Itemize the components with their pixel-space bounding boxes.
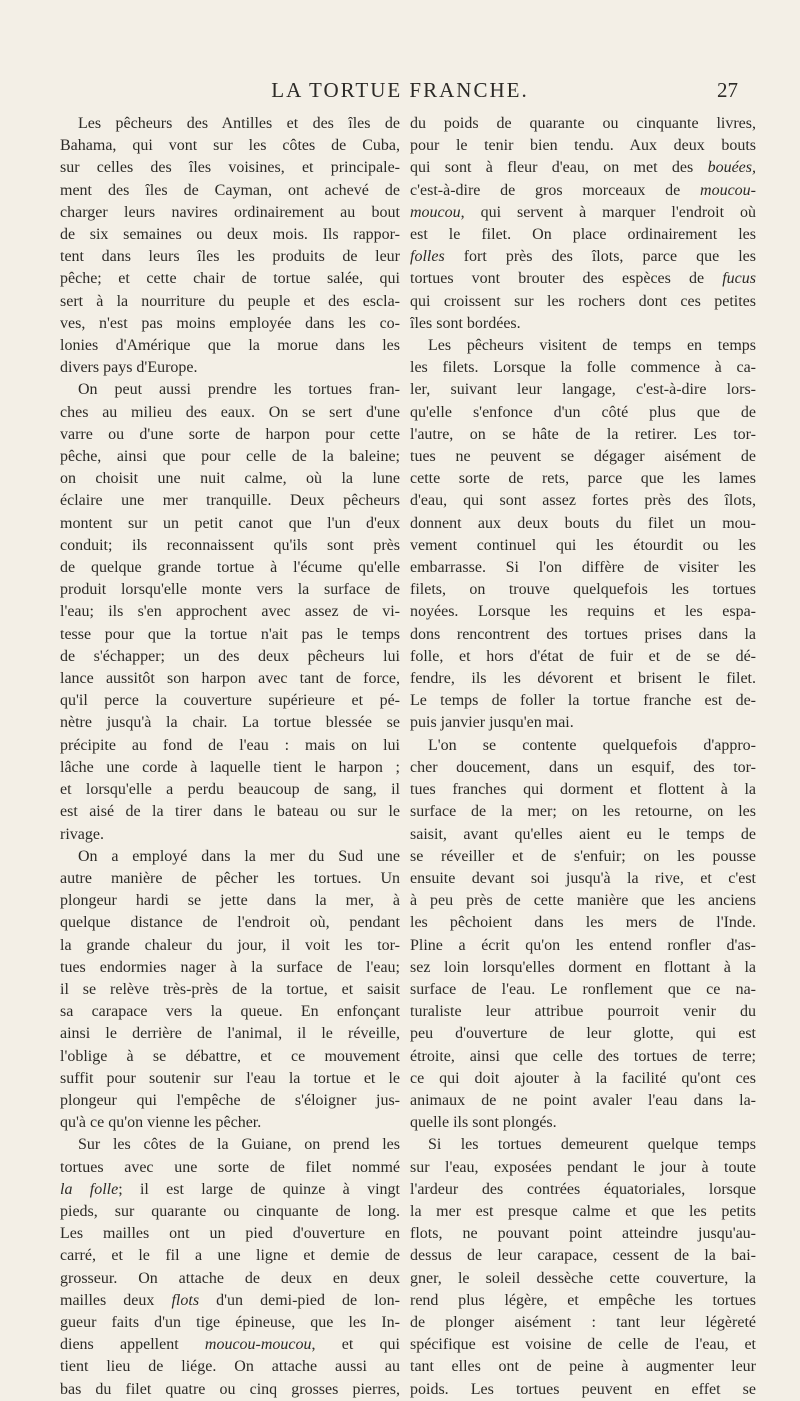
text-line: donnent aux deux bouts du filet un mou- <box>410 514 756 532</box>
text-line: la grande chaleur du jour, il voit les tor- <box>60 936 400 954</box>
text-line: il se relève très-près de la tortue, et saisit <box>60 980 400 998</box>
text-line: gueur faits d'un tige épineuse, que les In- <box>60 1313 400 1331</box>
text-line: tent dans leurs îles les produits de leur <box>60 248 400 266</box>
text-line: de quelque grande tortue à l'écume qu'elle <box>60 559 400 577</box>
text-line: embarrasse. Si l'on diffère de visiter les <box>410 559 756 577</box>
text-line: cette sorte de rets, parce que les lames <box>410 470 756 488</box>
text-line: les filets. Lorsque la folle commence à ca- <box>410 359 756 377</box>
text-line: moucou, qui servent à marquer l'endroit où <box>410 203 756 221</box>
text-line: qui croissent sur les rochers dont ces petites <box>410 292 756 310</box>
text-line: qu'il perce la couverture supérieure et pé- <box>60 692 400 710</box>
text-line: c'est-à-dire de gros morceaux de moucou- <box>410 181 756 199</box>
text-line: spécifique est voisine de celle de l'eau, et <box>410 1336 756 1354</box>
text-line: rend plus légère, et empêche les tortues <box>410 1291 756 1309</box>
text-line: tortues avec une sorte de filet nommé <box>60 1158 400 1176</box>
text-line: ensuite devant soi jusqu'à la rive, et c'est <box>410 869 756 887</box>
text-line: Bahama, qui vont sur les côtes de Cuba, <box>60 137 400 155</box>
text-line: tues endormies nager à la surface de l'eau; <box>60 958 400 976</box>
text-line: sert à la nourriture du peuple et des escla- <box>60 292 400 310</box>
text-line: d'eau, qui sont assez fortes près des îlots, <box>410 492 756 510</box>
text-line: pieds, sur quarante ou cinquante de long. <box>60 1202 400 1220</box>
text-line: animaux de ne point avaler l'eau dans la- <box>410 1091 756 1109</box>
text-line: vement continuel qui les étourdit ou les <box>410 536 756 554</box>
text-line: Si les tortues demeurent quelque temps <box>428 1136 756 1154</box>
text-line: lance aussitôt son harpon avec tant de force, <box>60 670 400 688</box>
right-column <box>410 113 756 1401</box>
text-line: la folle; il est large de quinze à vingt <box>60 1180 400 1198</box>
text-line: ves, n'est pas moins employée dans les co- <box>60 314 400 332</box>
text-line: diens appellent moucou-moucou, et qui <box>60 1336 400 1354</box>
text-line: dons rencontrent des tortues prises dans la <box>410 625 756 643</box>
text-line: on choisit une nuit calme, où la lune <box>60 470 400 488</box>
text-line: Sur les côtes de la Guiane, on prend les <box>78 1136 400 1154</box>
text-line: conduit; ils reconnaissent qu'ils sont près <box>60 536 400 554</box>
text-line: poids. Les tortues peuvent en effet se <box>410 1380 756 1398</box>
text-line: Pline a écrit qu'on les entend ronfler d'as- <box>410 936 756 954</box>
text-line: tues ne peuvent se dégager aisément de <box>410 448 756 466</box>
text-line: de plonger aisément : tant leur légèreté <box>410 1313 756 1331</box>
text-line: qui sont à fleur d'eau, on met des bouées, <box>410 159 756 177</box>
text-line: rivage. <box>60 825 104 843</box>
text-line: tant elles ont de peine à augmenter leur <box>410 1358 756 1376</box>
text-line: qu'elle s'enfonce d'un côté plus que de <box>410 403 756 421</box>
text-line: surface de la mer; on les retourne, on les <box>410 803 756 821</box>
text-line: autre manière de pêcher les tortues. Un <box>60 869 400 887</box>
text-line: flots, ne pouvant point atteindre jusqu'au- <box>410 1225 756 1243</box>
text-line: fendre, ils les dévorent et brisent le filet. <box>410 670 756 688</box>
text-line: quelle ils sont plongés. <box>410 1114 557 1132</box>
text-line: ainsi le derrière de l'animal, il le réveille, <box>60 1025 400 1043</box>
text-line: suffit pour soutenir sur l'eau la tortue et le <box>60 1069 400 1087</box>
text-line: mailles deux flots d'un demi-pied de lon- <box>60 1291 400 1309</box>
text-line: est aisé de la tirer dans le bateau ou sur le <box>60 803 400 821</box>
text-line: ches au milieu des eaux. On se sert d'une <box>60 403 400 421</box>
text-line: noyées. Lorsque les requins et les espa- <box>410 603 756 621</box>
text-line: cher doucement, dans un esquif, des tor- <box>410 758 756 776</box>
text-line: bas du filet quatre ou cinq grosses pierres, <box>60 1380 400 1398</box>
text-line: turaliste leur attribue pourroit venir du <box>410 1003 756 1021</box>
running-title: LA TORTUE FRANCHE. <box>271 78 529 102</box>
page-number: 27 <box>717 78 738 102</box>
text-line: Les mailles ont un pied d'ouverture en <box>60 1225 400 1243</box>
text-line: filets, on trouve quelquefois les tortues <box>410 581 756 599</box>
text-line: éclaire une mer tranquille. Deux pêcheurs <box>60 492 400 510</box>
text-line: se réveiller et de s'enfuir; on les pousse <box>410 847 756 865</box>
text-line: pêche; et cette chair de tortue salée, qui <box>60 270 400 288</box>
text-line: ce qui doit ajouter à la facilité qu'ont ces <box>410 1069 756 1087</box>
text-line: sa carapace vers la queue. En enfonçant <box>60 1003 400 1021</box>
text-line: du poids de quarante ou cinquante livres, <box>410 115 756 132</box>
text-line: varre ou d'une sorte de harpon pour cette <box>60 425 400 443</box>
text-line: folles fort près des îlots, parce que les <box>410 248 756 266</box>
text-line: est le filet. On place ordinairement les <box>410 226 756 244</box>
text-line: montent sur un petit canot que l'un d'eux <box>60 514 400 532</box>
text-line: à peu près de cette manière que les anciens <box>410 892 756 910</box>
text-line: sez loin lorsqu'elles dorment en flottant à la <box>410 958 756 976</box>
text-line: gner, le soleil dessèche cette couverture, la <box>410 1269 756 1287</box>
text-line: ler, suivant leur langage, c'est-à-dire lors- <box>410 381 756 399</box>
text-line: charger leurs navires ordinairement au bout <box>60 203 400 221</box>
text-line: divers pays d'Europe. <box>60 359 198 377</box>
text-line: quelque distance de l'endroit où, pendant <box>60 914 400 932</box>
text-line: Les pêcheurs des Antilles et des îles de <box>78 115 400 132</box>
text-line: dessus de leur carapace, cessent de la bai- <box>410 1247 756 1265</box>
text-line: grosseur. On attache de deux en deux <box>60 1269 400 1287</box>
text-line: On peut aussi prendre les tortues fran- <box>78 381 400 399</box>
text-line: l'eau; ils s'en approchent avec assez de vi- <box>60 603 400 621</box>
text-line: étroite, ainsi que celle des tortues de terre; <box>410 1047 756 1065</box>
text-line: de s'échapper; un des deux pêcheurs lui <box>60 647 400 665</box>
text-line: l'ardeur des contrées équatoriales, lorsque <box>410 1180 756 1198</box>
text-line: l'autre, on se hâte de la retirer. Les tor- <box>410 425 756 443</box>
text-line: tortues vont brouter des espèces de fucus <box>410 270 756 288</box>
text-line: saisit, avant qu'elles aient eu le temps de <box>410 825 756 843</box>
text-line: sur celles des îles voisines, et principale- <box>60 159 400 177</box>
text-line: puis janvier jusqu'en mai. <box>410 714 574 732</box>
text-line: ment des îles de Cayman, ont achevé de <box>60 181 400 199</box>
text-line: On a employé dans la mer du Sud une <box>78 847 400 865</box>
text-line: lâche une corde à laquelle tient le harpon ; <box>60 758 400 776</box>
text-line: plongeur hardi se jette dans la mer, à <box>60 892 400 910</box>
text-line: peu d'ouverture de leur glotte, qui est <box>410 1025 756 1043</box>
text-line: Les pêcheurs visitent de temps en temps <box>428 337 756 355</box>
text-line: tesse pour que la tortue n'ait pas le temps <box>60 625 400 643</box>
text-line: surface de l'eau. Le ronflement que ce na- <box>410 980 756 998</box>
text-line: tues franches qui dorment et flottent à la <box>410 781 756 799</box>
page-header <box>50 78 750 110</box>
text-line: Le temps de foller la tortue franche est de- <box>410 692 756 710</box>
text-line: carré, et le fil a une ligne et demie de <box>60 1247 400 1265</box>
text-line: nètre jusqu'à la chair. La tortue blessée se <box>60 714 400 732</box>
text-line: qu'à ce qu'on vienne les pêcher. <box>60 1114 262 1132</box>
text-line: lonies d'Amérique que la morue dans les <box>60 337 400 355</box>
text-line: pêche, ainsi que pour celle de la baleine; <box>60 448 400 466</box>
text-line: de six semaines ou deux mois. Ils rappor- <box>60 226 400 244</box>
text-line: pour le tenir bien tendu. Aux deux bouts <box>410 137 756 155</box>
text-line: l'oblige à se débattre, et ce mouvement <box>60 1047 400 1065</box>
text-line: sur l'eau, exposées pendant le jour à toute <box>410 1158 756 1176</box>
text-line: précipite au fond de l'eau : mais on lui <box>60 736 400 754</box>
text-line: produit lorsqu'elle monte vers la surface de <box>60 581 400 599</box>
text-line: plongeur qui l'empêche de s'éloigner jus- <box>60 1091 400 1109</box>
text-line: îles sont bordées. <box>410 314 521 332</box>
text-line: L'on se contente quelquefois d'appro- <box>428 736 756 754</box>
text-line: tient lieu de liége. On attache aussi au <box>60 1358 400 1376</box>
left-column <box>60 113 400 1401</box>
text-line: la mer est presque calme et que les petits <box>410 1202 756 1220</box>
text-line: folle, et hors d'état de fuir et de se dé- <box>410 647 756 665</box>
text-line: et lorsqu'elle a perdu beaucoup de sang, il <box>60 781 400 799</box>
text-line: les pêchoient dans les mers de l'Inde. <box>410 914 756 932</box>
